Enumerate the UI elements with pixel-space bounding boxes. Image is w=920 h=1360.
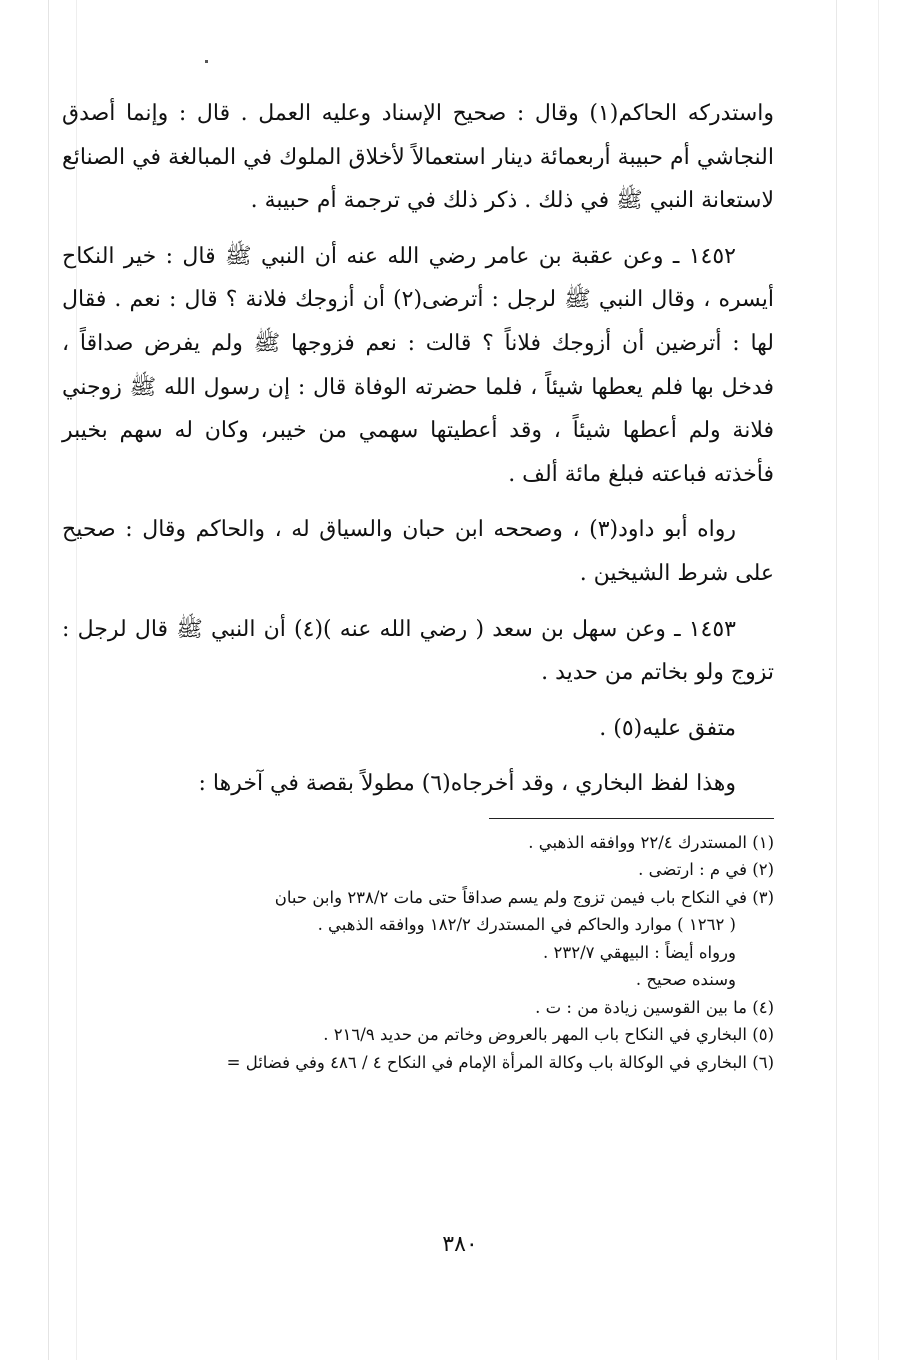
scan-dot bbox=[205, 60, 208, 63]
footnote-5: (٥) البخاري في النكاح باب المهر بالعروض وخاتم من حديد ٢١٦/٩ . bbox=[323, 1025, 774, 1045]
page-number: ٣٨٠ bbox=[442, 1232, 478, 1257]
bukhari-wording: وهذا لفظ البخاري ، وقد أخرجاه(٦) مطولاً بقصة في آخرها : bbox=[198, 771, 736, 797]
footnote-separator bbox=[489, 818, 774, 819]
agreed-upon: متفق عليه(٥) . bbox=[599, 715, 736, 741]
footnote-3-bayhaqi: ورواه أيضاً : البيهقي ٢٣٢/٧ . bbox=[543, 942, 736, 962]
footnote-3-grading: وسنده صحيح . bbox=[635, 970, 736, 990]
footnote-3: (٣) في النكاح باب فيمن تزوج ولم يسم صداقاً حتى مات ٢٣٨/٢ وابن حبان bbox=[274, 887, 774, 907]
footnotes bbox=[62, 829, 774, 1077]
footnote-2: (٢) في م : ارتضى . bbox=[638, 860, 774, 880]
hadith-1452: ١٤٥٢ ـ وعن عقبة بن عامر رضي الله عنه أن النبي ﷺ قال : خير النكاح أيسره ، وقال النبي ﷺ لرجل : أترضى(٢) أن أزوجك فلانة ؟ قال : نعم . فقال لها : أترضين أن أزوجك فلاناً ؟ قالت : نعم فزوجها ﷺ ولم يفرض صداقاً ، فدخل بها فلم يعطها شيئاً ، فلما حضرته الوفاة قال : إن رسول الله ﷺ زوجني فلانة ولم أعطها شيئاً ، وقد أعطيتها سهمي من خيبر، وكان له سهم بخيبر فأخذته فباعته فبلغ مائة ألف . bbox=[62, 243, 774, 487]
scan-mark bbox=[836, 0, 837, 1360]
hadith-1453: ١٤٥٣ ـ وعن سهل بن سعد ( رضي الله عنه )(٤) أن النبي ﷺ قال لرجل : تزوج ولو بخاتم من حديد . bbox=[62, 616, 774, 686]
main-text bbox=[62, 92, 774, 806]
scan-mark bbox=[878, 0, 879, 1360]
narration-note: رواه أبو داود(٣) ، وصححه ابن حبان والسياق له ، والحاكم وقال : صحيح على شرط الشيخين . bbox=[62, 517, 774, 586]
footnote-3-continued: ( ١٢٦٢ ) موارد والحاكم في المستدرك ١٨٢/٢ ووافقه الذهبي . bbox=[317, 915, 736, 935]
scan-mark bbox=[48, 0, 49, 1360]
footnote-4: (٤) ما بين القوسين زيادة من : ت . bbox=[535, 997, 774, 1017]
book-page bbox=[62, 92, 774, 1076]
footnote-6: (٦) البخاري في الوكالة باب وكالة المرأة الإمام في النكاح ٤ / ٤٨٦ وفي فضائل = bbox=[226, 1052, 774, 1072]
paragraph-continuation: واستدركه الحاكم(١) وقال : صحيح الإسناد وعليه العمل . قال : وإنما أصدق النجاشي أم حبيبة أربعمائة دينار استعمالاً لأخلاق الملوك في المبالغة في الصنائع لاستعانة النبي ﷺ في ذلك . ذكر ذلك في ترجمة أم حبيبة . bbox=[62, 101, 774, 214]
footnote-1: (١) المستدرك ٢٢/٤ ووافقه الذهبي . bbox=[528, 832, 774, 852]
